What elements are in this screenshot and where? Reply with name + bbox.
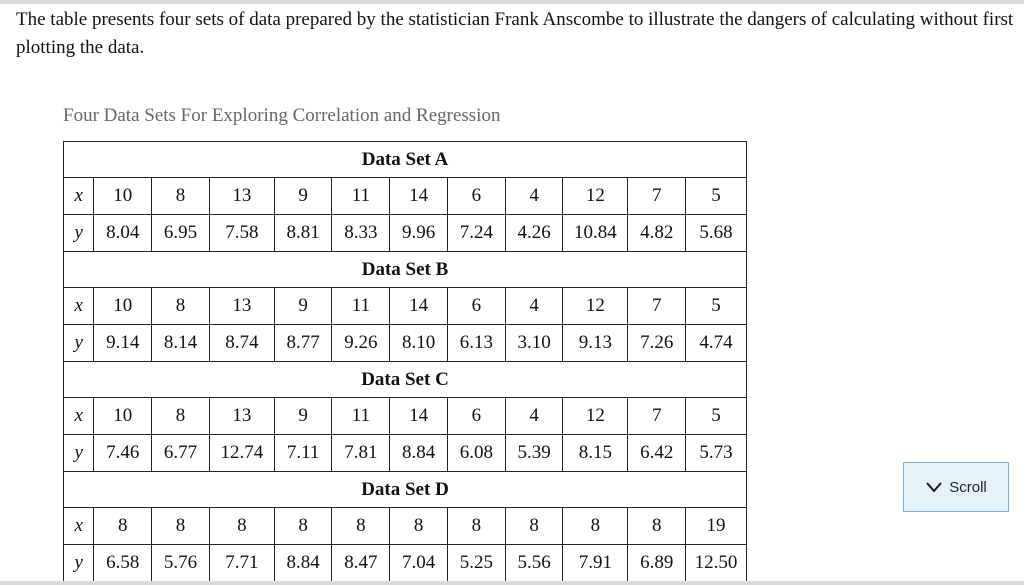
y-value-cell: 7.58 [209,215,274,252]
dataset-y-row [64,325,747,362]
x-value-cell: 8 [152,508,210,545]
table-caption: Four Data Sets For Exploring Correlation and Regression [63,105,501,126]
x-value-cell: 8 [152,178,210,215]
x-label: x [64,178,94,215]
x-value-cell: 8 [209,508,274,545]
y-value-cell: 8.33 [332,215,390,252]
y-value-cell: 7.26 [628,325,686,362]
x-label: x [64,508,94,545]
x-value-cell: 9 [274,288,332,325]
y-value-cell: 10.84 [563,215,628,252]
dataset-title: Data Set A [64,142,747,178]
dataset-title: Data Set C [64,362,747,398]
x-value-cell: 5 [686,398,747,435]
y-value-cell: 8.04 [94,215,152,252]
dataset-title: Data Set B [64,252,747,288]
y-value-cell: 7.04 [390,545,448,582]
x-value-cell: 10 [94,398,152,435]
y-value-cell: 9.14 [94,325,152,362]
y-value-cell: 12.74 [209,435,274,472]
y-value-cell: 8.84 [274,545,332,582]
dataset-x-row [64,178,747,215]
y-value-cell: 6.89 [628,545,686,582]
x-label: x [64,398,94,435]
y-value-cell: 5.56 [505,545,563,582]
x-value-cell: 8 [332,508,390,545]
y-label: y [64,215,94,252]
dataset-header-row [64,252,747,288]
x-value-cell: 7 [628,398,686,435]
y-value-cell: 5.73 [686,435,747,472]
x-value-cell: 8 [628,508,686,545]
x-value-cell: 5 [686,288,747,325]
y-value-cell: 8.15 [563,435,628,472]
dataset-header-row [64,362,747,398]
y-value-cell: 6.13 [447,325,505,362]
y-value-cell: 8.10 [390,325,448,362]
x-value-cell: 12 [563,398,628,435]
y-value-cell: 8.74 [209,325,274,362]
x-value-cell: 8 [94,508,152,545]
x-value-cell: 7 [628,288,686,325]
dataset-x-row [64,398,747,435]
x-value-cell: 12 [563,178,628,215]
x-value-cell: 8 [152,288,210,325]
y-label: y [64,545,94,582]
y-value-cell: 8.47 [332,545,390,582]
y-value-cell: 6.42 [628,435,686,472]
y-value-cell: 9.96 [390,215,448,252]
dataset-x-row [64,288,747,325]
y-value-cell: 7.71 [209,545,274,582]
x-value-cell: 8 [563,508,628,545]
y-value-cell: 3.10 [505,325,563,362]
y-value-cell: 7.24 [447,215,505,252]
y-value-cell: 5.76 [152,545,210,582]
dataset-y-row [64,435,747,472]
x-value-cell: 11 [332,178,390,215]
x-value-cell: 8 [390,508,448,545]
y-value-cell: 6.58 [94,545,152,582]
y-value-cell: 5.39 [505,435,563,472]
y-value-cell: 7.46 [94,435,152,472]
dataset-header-row [64,472,747,508]
y-value-cell: 7.91 [563,545,628,582]
x-value-cell: 7 [628,178,686,215]
dataset-x-row [64,508,747,545]
x-value-cell: 19 [686,508,747,545]
x-value-cell: 14 [390,398,448,435]
y-value-cell: 9.13 [563,325,628,362]
y-value-cell: 6.77 [152,435,210,472]
x-value-cell: 4 [505,398,563,435]
intro-text: The table presents four sets of data prepared by the statistician Frank Anscombe to illustrate the dangers of calculating without first plotting the data. [16,9,1014,58]
x-value-cell: 6 [447,288,505,325]
y-value-cell: 7.81 [332,435,390,472]
x-value-cell: 9 [274,398,332,435]
y-label: y [64,325,94,362]
scroll-button-label: Scroll [949,478,987,496]
dataset-y-row [64,215,747,252]
x-value-cell: 4 [505,288,563,325]
x-value-cell: 14 [390,288,448,325]
x-value-cell: 8 [152,398,210,435]
y-value-cell: 4.74 [686,325,747,362]
x-value-cell: 13 [209,288,274,325]
y-value-cell: 5.68 [686,215,747,252]
y-value-cell: 4.26 [505,215,563,252]
x-value-cell: 4 [505,178,563,215]
y-label: y [64,435,94,472]
y-value-cell: 6.95 [152,215,210,252]
y-value-cell: 8.84 [390,435,448,472]
dataset-header-row [64,142,747,178]
y-value-cell: 8.77 [274,325,332,362]
x-value-cell: 9 [274,178,332,215]
x-value-cell: 8 [447,508,505,545]
y-value-cell: 4.82 [628,215,686,252]
x-value-cell: 10 [94,178,152,215]
x-value-cell: 8 [505,508,563,545]
x-value-cell: 12 [563,288,628,325]
dataset-title: Data Set D [64,472,747,508]
x-value-cell: 13 [209,398,274,435]
top-divider [0,0,1024,4]
y-value-cell: 8.14 [152,325,210,362]
x-label: x [64,288,94,325]
x-value-cell: 6 [447,398,505,435]
y-value-cell: 6.08 [447,435,505,472]
y-value-cell: 9.26 [332,325,390,362]
x-value-cell: 10 [94,288,152,325]
anscombe-table [63,141,747,582]
x-value-cell: 6 [447,178,505,215]
y-value-cell: 5.25 [447,545,505,582]
dataset-y-row [64,545,747,582]
y-value-cell: 7.11 [274,435,332,472]
scroll-button[interactable] [903,462,1009,512]
x-value-cell: 11 [332,398,390,435]
x-value-cell: 13 [209,178,274,215]
x-value-cell: 8 [274,508,332,545]
bottom-divider [0,581,1024,585]
x-value-cell: 11 [332,288,390,325]
x-value-cell: 14 [390,178,448,215]
y-value-cell: 8.81 [274,215,332,252]
y-value-cell: 12.50 [686,545,747,582]
x-value-cell: 5 [686,178,747,215]
chevron-down-icon [925,481,943,493]
